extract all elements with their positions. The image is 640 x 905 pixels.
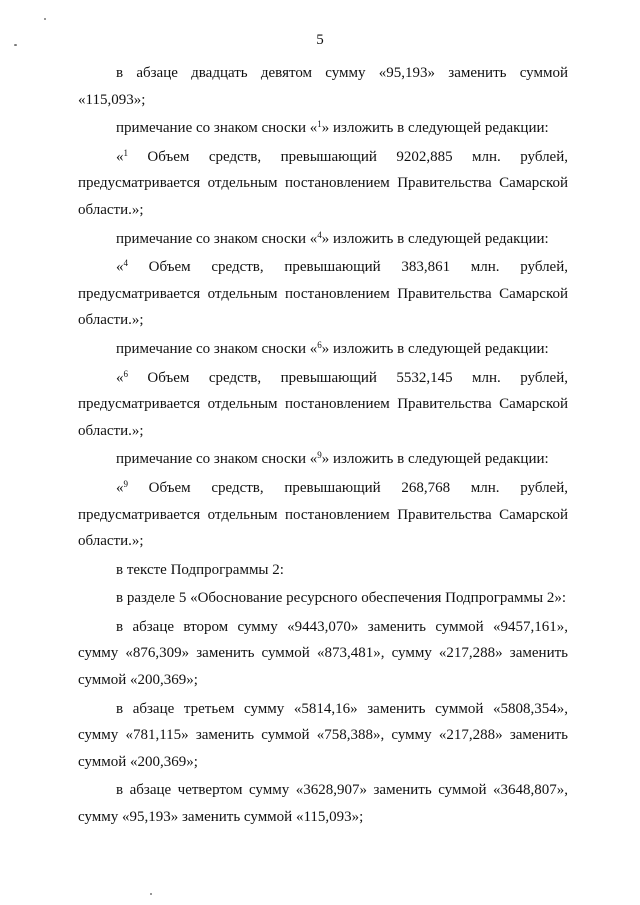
paragraph: «$^6$ Объем средств, превышающий 5532,145 млн. рублей, предусматривается отдельным постановлением Правительства Самарской области.»;: [78, 368, 568, 439]
page-number: 5: [316, 32, 324, 48]
footnote-mark: 4: [317, 229, 322, 240]
footnote-mark: 6: [317, 339, 322, 350]
paragraph: примечание со знаком сноски «$^9$» изложить в следующей редакции:: [116, 450, 549, 468]
paragraph: в абзаце третьем сумму «5814,16» заменить суммой «5808,354», сумму «781,115» заменить суммой «758,388», сумму «217,288» заменить суммой «200,369»;: [78, 700, 568, 770]
paragraph: в абзаце двадцать девятом сумму «95,193» заменить суммой «115,093»;: [78, 65, 568, 108]
footnote-mark: 6: [123, 368, 128, 379]
document-body: [78, 60, 568, 831]
scan-speck: [44, 18, 46, 20]
footnote-mark: 4: [123, 258, 128, 269]
paragraph: в разделе 5 «Обоснование ресурсного обеспечения Подпрограммы 2»:: [116, 590, 566, 607]
paragraph: примечание со знаком сноски «$^1$» изложить в следующей редакции:: [116, 119, 549, 137]
paragraph: в тексте Подпрограммы 2:: [116, 561, 284, 578]
footnote-mark: 1: [317, 119, 322, 130]
paragraph: примечание со знаком сноски «$^4$» изложить в следующей редакции:: [116, 229, 549, 247]
footnote-mark: 9: [317, 450, 322, 461]
paragraph: в абзаце четвертом сумму «3628,907» заменить суммой «3648,807», сумму «95,193» заменить суммой «115,093»;: [78, 782, 568, 826]
footnote-mark: 1: [123, 147, 128, 158]
paragraph: примечание со знаком сноски «$^6$» изложить в следующей редакции:: [116, 339, 549, 357]
paragraph: «$^4$ Объем средств, превышающий 383,861 млн. рублей, предусматривается отдельным постановлением Правительства Самарской области.»;: [78, 258, 568, 329]
paragraph: «$^1$ Объем средств, превышающий 9202,885 млн. рублей, предусматривается отдельным постановлением Правительства Самарской области.»;: [78, 147, 568, 218]
footnote-mark: 9: [123, 478, 128, 489]
paragraph: «$^9$ Объем средств, превышающий 268,768 млн. рублей, предусматривается отдельным постановлением Правительства Самарской области.»;: [78, 478, 568, 550]
paragraph: в абзаце втором сумму «9443,070» заменить суммой «9457,161», сумму «876,309» заменить суммой «873,481», сумму «217,288» заменить суммой «200,369»;: [78, 618, 568, 689]
scan-speck: [150, 893, 152, 895]
